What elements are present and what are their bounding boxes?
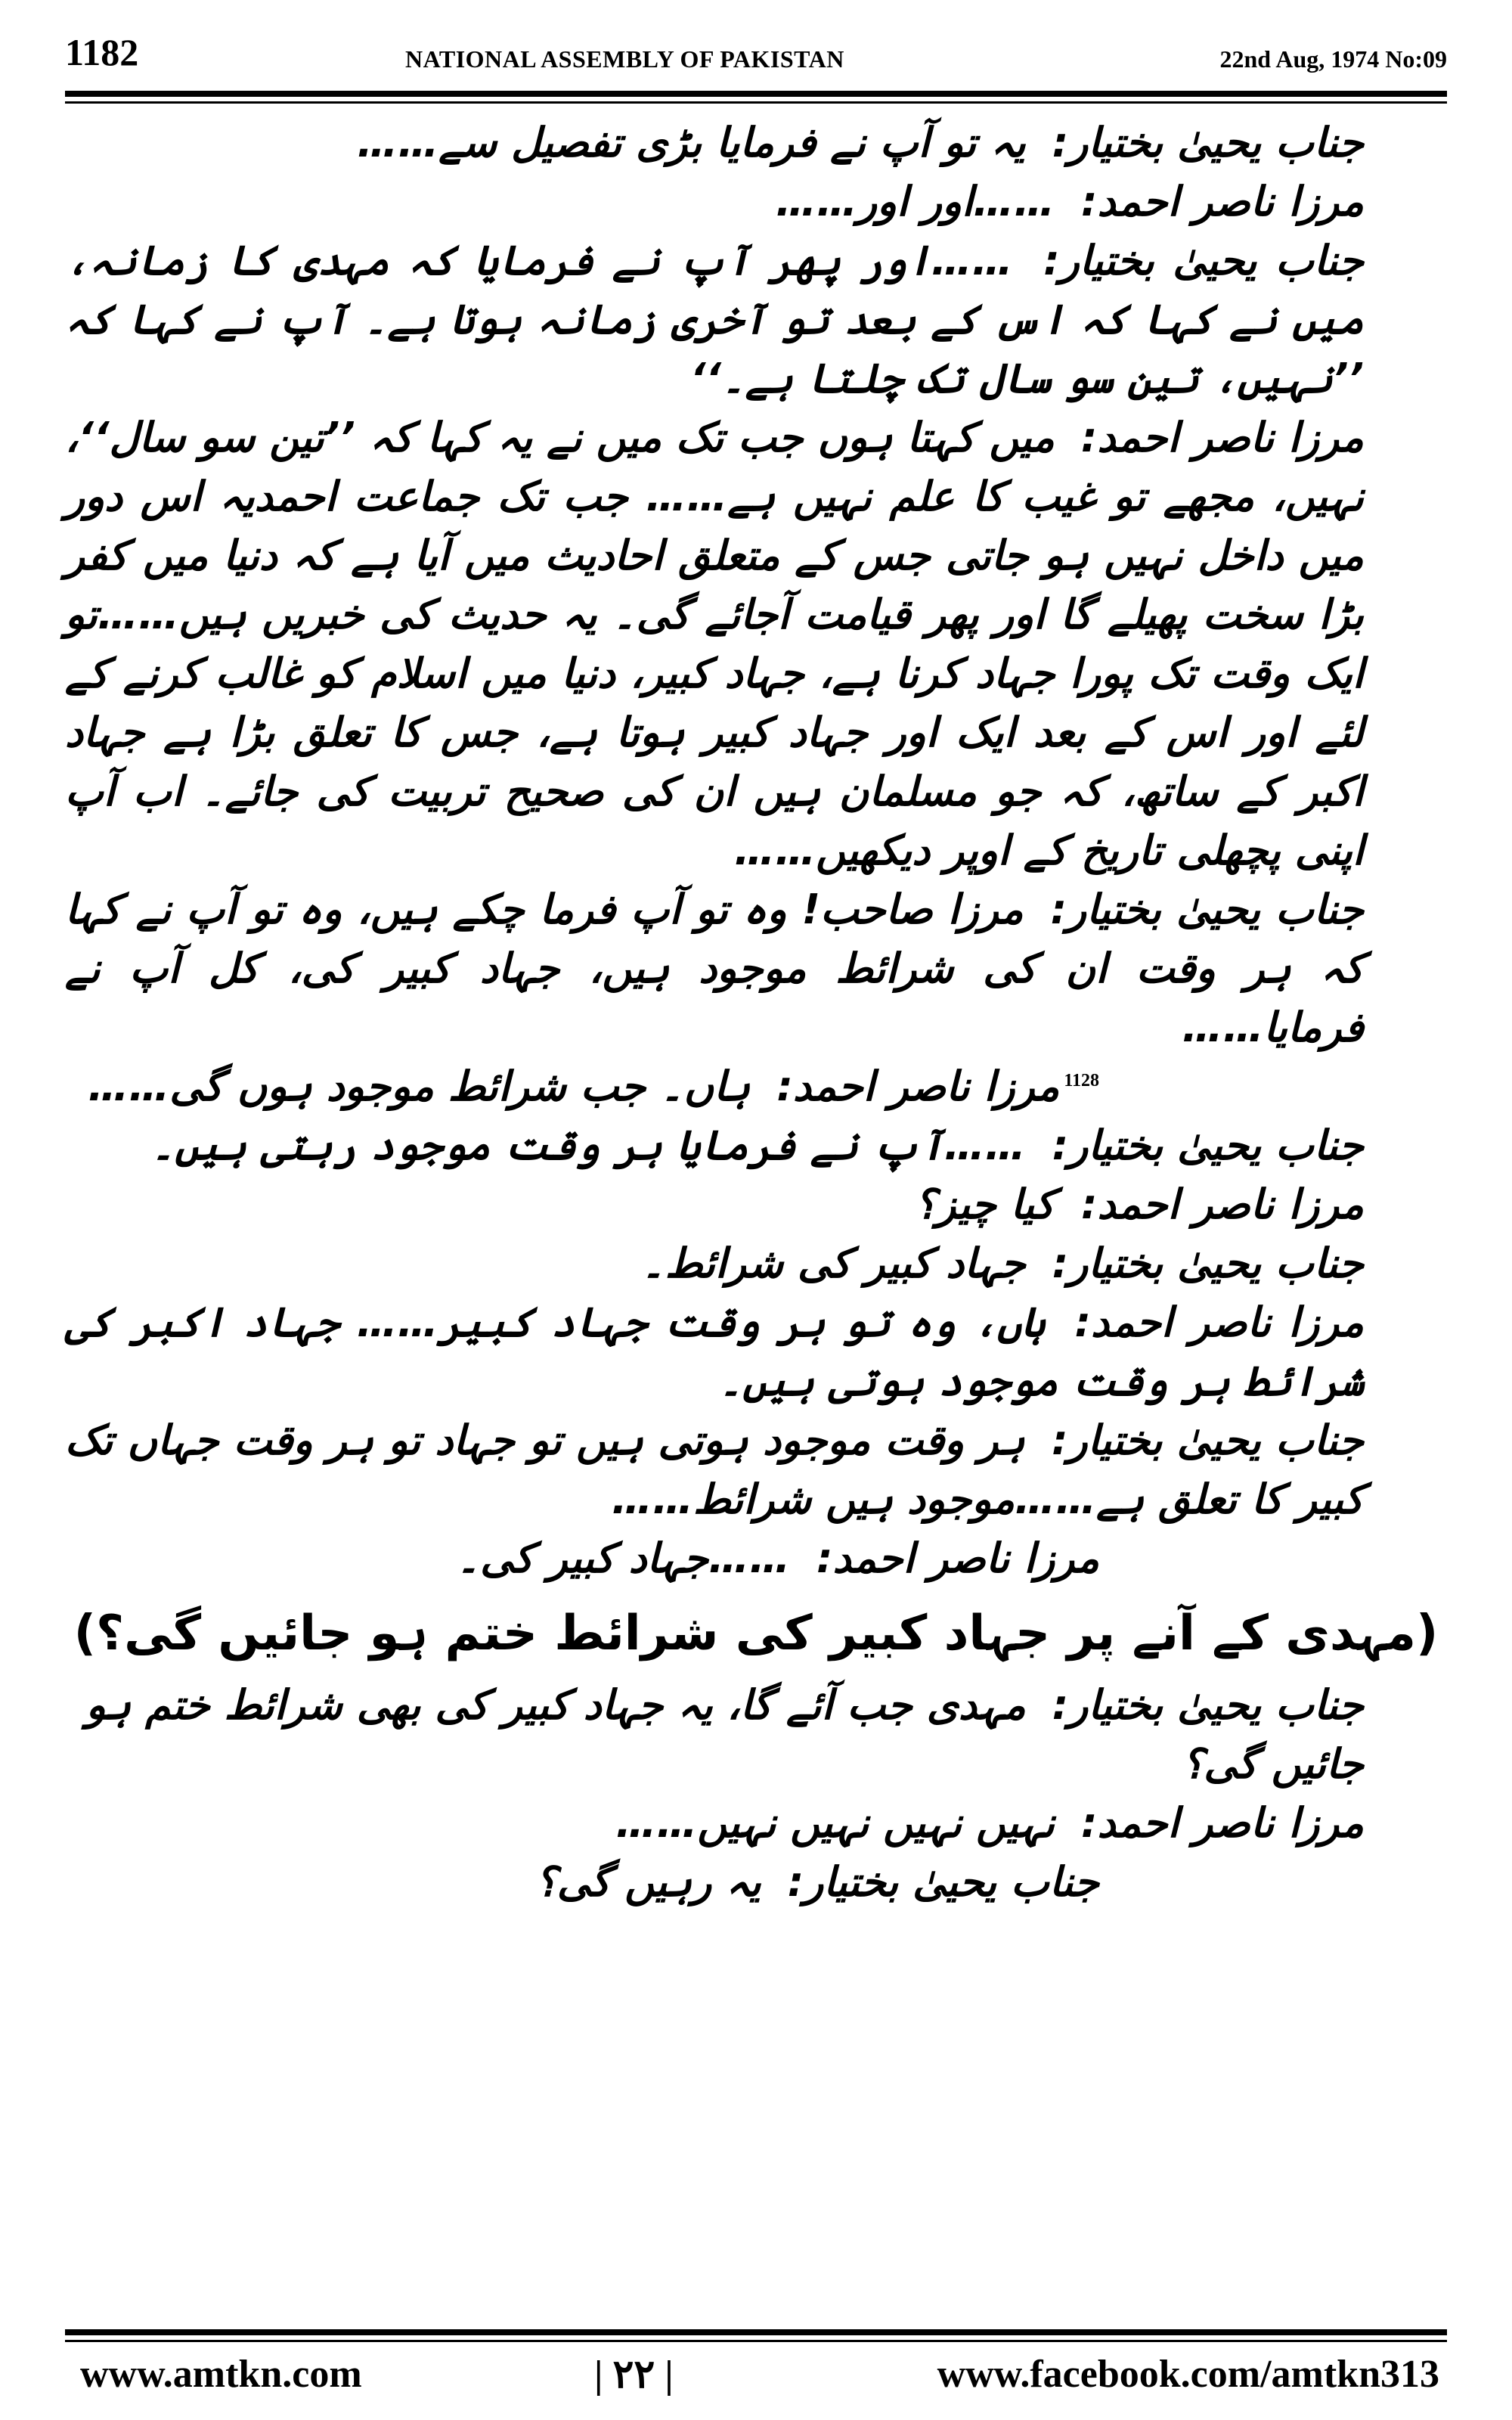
- speaker-name: جناب یحییٰ بختیار: [804, 1858, 1099, 1906]
- speaker-name: مرزا ناصر احمد: [1091, 1298, 1364, 1346]
- dialogue-text: ……جہاد کبیر کی۔: [456, 1534, 791, 1582]
- dialogue-text: یہ رہیں گی؟: [535, 1858, 761, 1906]
- footer-page-number: | ۲۲ |: [594, 2353, 674, 2397]
- dialogue-paragraph: [65, 1175, 1447, 1234]
- speaker-colon: :: [1080, 1181, 1098, 1228]
- dialogue-text: جہاد کبیر کی شرائط۔: [641, 1239, 1026, 1287]
- dialogue-paragraph: [65, 1794, 1447, 1853]
- page-header: [65, 30, 1447, 91]
- speaker-colon: :: [1080, 178, 1098, 225]
- transcript-body: [65, 113, 1447, 1912]
- dialogue-paragraph: [65, 1057, 1447, 1116]
- dialogue-paragraph: [65, 880, 1447, 1057]
- dialogue-text: یہ تو آپ نے فرمایا بڑی تفصیل سے……: [357, 119, 1026, 166]
- speaker-name: جناب یحییٰ بختیار: [1067, 1416, 1364, 1464]
- dialogue-text: ……آپ نے فرمایا ہر وقت موجود رہتی ہیں۔: [150, 1122, 1026, 1169]
- header-date-number: 22nd Aug, 1974 No:09: [1219, 45, 1447, 73]
- dialogue-paragraph: [65, 408, 1447, 880]
- speaker-name: مرزا ناصر احمد: [1097, 1181, 1364, 1228]
- footnote-marker: 1128: [1064, 1071, 1099, 1091]
- speaker-colon: :: [1052, 119, 1069, 166]
- speaker-name: مرزا ناصر احمد: [1097, 1799, 1364, 1847]
- speaker-colon: :: [1050, 886, 1067, 933]
- dialogue-text: مہدی جب آئے گا، یہ جہاد کبیر کی بھی شرائط ختم ہو جائیں گی؟: [85, 1681, 1364, 1788]
- header-title: NATIONAL ASSEMBLY OF PAKISTAN: [405, 45, 844, 73]
- dialogue-text: میں کہتا ہوں جب تک میں نے یہ کہا کہ ’’تین سو سال‘‘، نہیں، مجھے تو غیب کا علم نہیں ہے…… جب تک جماعت احمدیہ اس دور میں داخل نہیں ہو جاتی جس کے متعلق احادیث میں آیا ہے کہ دنیا میں کفر بڑا سخت پھیلے گا اور پھر قیامت آجائے گی۔ یہ حدیث کی خبریں ہیں……تو ایک وقت تک پورا جہاد کرنا ہے، جہاد کبیر، دنیا میں اسلام کو غالب کرنے کے لئے اور اس کے بعد ایک اور جہاد کبیر ہوتا ہے، جس کا تعلق بڑا ہے جہاد اکبر کے ساتھ، کہ جو مسلمان ہیں ان کی صحیح تربیت کی جائے۔ اب آپ اپنی پچھلی تاریخ کے اوپر دیکھیں……: [65, 414, 1364, 874]
- speaker-colon: :: [1080, 1799, 1098, 1847]
- header-rule-thin: [65, 101, 1447, 104]
- page-footer: [65, 2352, 1447, 2405]
- speaker-colon: :: [816, 1534, 833, 1582]
- speaker-name: جناب یحییٰ بختیار: [1068, 119, 1364, 166]
- section-heading: (مہدی کے آنے پر جہاد کبیر کی شرائط ختم ہو جائیں گی؟): [73, 1606, 1439, 1661]
- dialogue-paragraph: [65, 1234, 1447, 1293]
- website-link[interactable]: www.amtkn.com: [80, 2353, 362, 2396]
- facebook-link[interactable]: www.facebook.com/amtkn313: [937, 2353, 1439, 2396]
- dialogue-text: کیا چیز؟: [914, 1181, 1055, 1228]
- speaker-colon: :: [787, 1858, 804, 1906]
- dialogue-paragraph: [65, 113, 1447, 172]
- page-number: 1182: [65, 31, 139, 73]
- footer-rule-thin: [65, 2340, 1447, 2342]
- speaker-colon: :: [1051, 1416, 1068, 1464]
- speaker-name: جناب یحییٰ بختیار: [1068, 1681, 1364, 1729]
- header-rule-thick: [65, 91, 1447, 97]
- speaker-name: جناب یحییٰ بختیار: [1068, 1239, 1364, 1287]
- speaker-name: جناب یحییٰ بختیار: [1059, 237, 1364, 284]
- speaker-colon: :: [776, 1063, 793, 1110]
- speaker-name: جناب یحییٰ بختیار: [1068, 1122, 1364, 1169]
- speaker-colon: :: [1043, 237, 1060, 284]
- speaker-name: مرزا ناصر احمد: [1097, 178, 1364, 225]
- dialogue-text: نہیں نہیں نہیں نہیں……: [615, 1799, 1055, 1847]
- dialogue-paragraph: [65, 1116, 1447, 1175]
- dialogue-paragraph: [65, 1529, 1447, 1588]
- speaker-colon: :: [1052, 1122, 1069, 1169]
- speaker-colon: :: [1074, 1298, 1092, 1346]
- speaker-colon: :: [1052, 1681, 1069, 1729]
- footer-rule-thick: [65, 2329, 1447, 2335]
- speaker-name: مرزا ناصر احمد: [792, 1063, 1060, 1110]
- speaker-name: مرزا ناصر احمد: [1097, 414, 1364, 461]
- dialogue-paragraph: [65, 1293, 1447, 1411]
- dialogue-text: ……اور پھر آپ نے فرمایا کہ مہدی کا زمانہ، میں نے کہا کہ اس کے بعد تو آخری زمانہ ہوتا ہے۔ آپ نے کہا کہ ’’نہیں، تین سو سال تک چلتا ہے۔‘‘: [65, 237, 1364, 402]
- dialogue-paragraph: [65, 1853, 1447, 1912]
- dialogue-paragraph: [65, 1676, 1447, 1794]
- dialogue-paragraph: [65, 172, 1447, 231]
- dialogue-paragraph: [65, 1411, 1447, 1529]
- dialogue-text: ہاں، وہ تو ہر وقت جہاد کبیر…… جہاد اکبر کی شرائط ہر وقت موجود ہوتی ہیں۔: [65, 1298, 1364, 1405]
- dialogue-text: ہر وقت موجود ہوتی ہیں تو جہاد تو ہر وقت جہاں تک کبیر کا تعلق ہے……موجود ہیں شرائط……: [65, 1416, 1364, 1523]
- dialogue-text: مرزا صاحب! وہ تو آپ فرما چکے ہیں، وہ تو آپ نے کہا کہ ہر وقت ان کی شرائط موجود ہیں، جہاد کبیر کی، کل آپ نے فرمایا……: [65, 886, 1364, 1051]
- dialogue-text: ہاں۔ جب شرائط موجود ہوں گی……: [88, 1063, 751, 1110]
- dialogue-text: ……اور اور……: [775, 178, 1055, 225]
- speaker-name: مرزا ناصر احمد: [832, 1534, 1099, 1582]
- dialogue-paragraph: [65, 231, 1447, 408]
- speaker-colon: :: [1052, 1239, 1069, 1287]
- speaker-colon: :: [1080, 414, 1098, 461]
- speaker-name: جناب یحییٰ بختیار: [1067, 886, 1364, 933]
